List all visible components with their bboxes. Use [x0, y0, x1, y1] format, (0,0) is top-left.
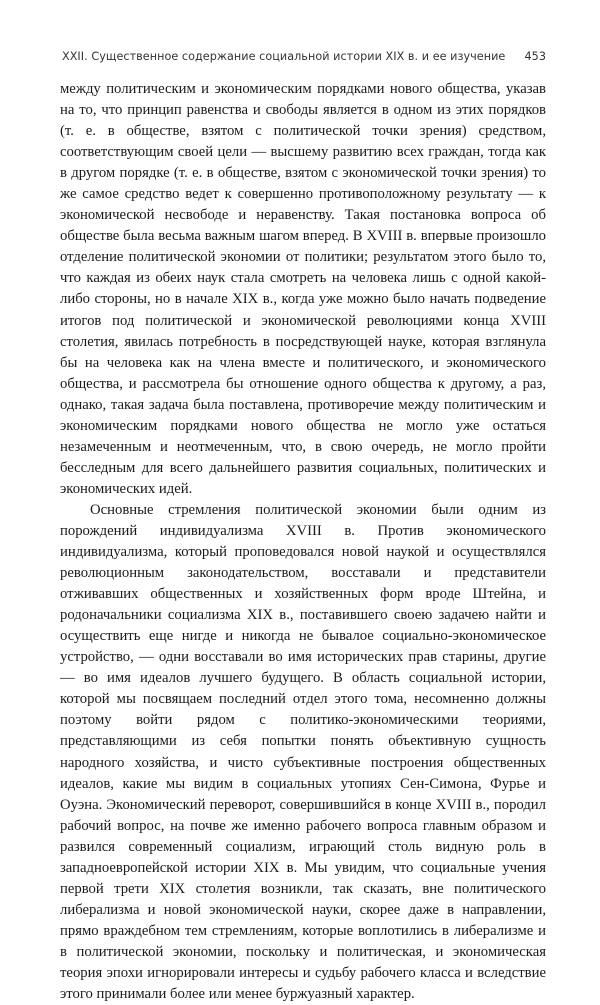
paragraph-continuation: между политическим и экономическим порядками нового общества, указав на то, что принцип равенства и свободы является в одном из этих порядков (т. е. в обществе, взятом с политической точки зрения) средством, соответствующим своей цели — высшему развитию всех граждан, тогда как в другом порядке (т. е. в обществе, взятом с экономической точки зрения) то же самое средство ведет к совершенно противоположному результату — к экономической несвободе и неравенству. Такая постановка вопроса об обществе была весьма важным шагом вперед. В XVIII в. впервые произошло отделение политической экономии от политики; результатом этого было то, что каждая из обеих наук стала смотреть на человека лишь с одной какой-либо стороны, но в начале XIX в., когда уже можно было начать подведение итогов под политической и экономической революциями конца XVIII столетия, явилась потребность в посредствующей науке, которая взглянула бы на человека как на члена вместе и политического, и экономического общества, и рассмотрела бы отношение одного общества к другому, а раз, однако, такая задача была поставлена, противоречие между политическим и экономическим порядками нового общества не могло уже остаться незамеченным и неотмеченным, что, в свою очередь, не могло пройти бесследным для всего дальнейшего развития социальных, политических и экономических идей. [60, 81, 546, 497]
page-number: 453 [524, 50, 546, 63]
running-title: XXII. Существенное содержание социальной истории XIX в. и ее изучение [62, 50, 506, 63]
body-text [60, 79, 546, 1005]
running-head [62, 50, 546, 68]
paragraph: Основные стремления политической экономии были одним из порождений индивидуализма XVIII в. Против экономического индивидуализма, который проповедовался новой наукой и осуществлялся революционным законодательством, восставали и представители отживавших общественных и хозяйственных форм вроде Штейна, и родоначальники социализма XIX в., поставившего своею задачею найти и осуществить еще нигде и никогда не бывалое социально-экономическое устройство, — одни восставали во имя исторических прав старины, другие — во имя идеалов лучшего будущего. В область социальной истории, которой мы посвящаем последний отдел этого тома, несомненно должны поэтому войти рядом с политико-экономическими теориями, представляющими из себя попытки понять объективную сущность народного хозяйства, и чисто субъективные построения общественных идеалов, какие мы видим в социальных утопиях Сен-Симона, Фурье и Оуэна. Экономический переворот, совершившийся в конце XVIII в., породил рабочий вопрос, на почве же именно рабочего вопроса главным образом и развился современный социализм, играющий столь видную роль в западноевропейской истории XIX в. Мы увидим, что социальные учения первой трети XIX столетия возникли, так сказать, вне политического либерализма и новой экономической науки, скорее даже в направлении, прямо враждебном тем стремлениям, которые воплотились в либерализме и в политической экономии, поскольку и политическая, и экономическая теория эпохи игнорировали интересы и судьбу рабочего класса и вследствие этого принимали более или менее буржуазный характер. [60, 501, 546, 1003]
